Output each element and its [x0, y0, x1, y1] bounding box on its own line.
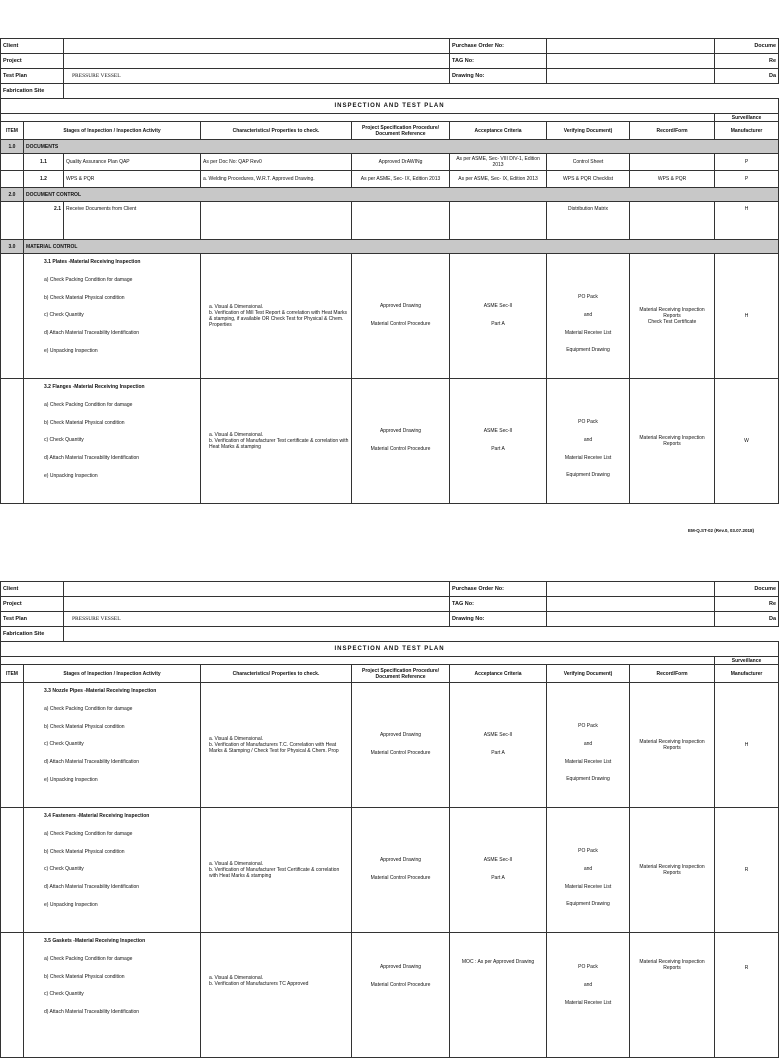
- table-row-block-3-4: 3.4 Fasteners -Material Receiving Inspection a) Check Packing Condition for damage b) Check Material Physical condition c) Check Quantity d) Attach Material Traceability Identification e) Unpacking Inspection a. Visual & Dimensional. b. Verification of Manufacturer Test Certificate & correlation with Heat Marks & stamping Approved Drawing Material Control Procedure ASME Sec-II Part A PO Pack and Material Receive List Equipment Drawing Material Receiving Inspection Reports R: [1, 808, 779, 933]
- po-value[interactable]: [547, 39, 715, 54]
- col-stages: Stages of Inspection / Inspection Activity: [24, 122, 201, 140]
- header-row-client: [1, 39, 779, 54]
- header-row-project: [1, 54, 779, 69]
- col-spec: Project Specification Procedure/ Document Reference: [352, 122, 450, 140]
- header-row-testplan: Test Plan PRESSURE VESSEL Drawing No: Da: [1, 612, 779, 627]
- itp-table-1: [0, 38, 779, 504]
- client-label: Client: [1, 39, 64, 54]
- table-row-block-3-5: 3.5 Gaskets -Material Receiving Inspection a) Check Packing Condition for damage b) Check Material Physical condition c) Check Quantity d) Attach Material Traceability Identification a. Visual & Dimensional. b. Verification of Manufacturers TC Approved Approved Drawing Material Control Procedure MOC : As per Approved Drawing PO Pack and Material Receive List Material Receiving Inspection Reports R: [1, 933, 779, 1058]
- col-item: ITEM: [1, 122, 24, 140]
- tag-label: TAG No:: [450, 54, 547, 69]
- table-row-block-3-2: 3.2 Flanges -Material Receiving Inspection a) Check Packing Condition for damage b) Check Material Physical condition c) Check Quantity d) Attach Material Traceability Identification e) Unpacking Inspection a. Visual & Dimensional. b. Verification of Manufacturer Test certificate & correlation with Heat Marks & stamping Approved Drawing Material Control Procedure ASME Sec-II Part A PO Pack and Material Receive List Equipment Drawing Material Receiving Inspection Reports W: [1, 379, 779, 504]
- itp-page-2: [0, 581, 779, 1058]
- rev-label: Re: [715, 54, 779, 69]
- itp-table-2: Client Purchase Order No: Docume Project TAG No: Re Test Plan PRESSURE VESSEL Drawing No: Da Fabrication Site INSPECTION AND TEST PLAN Surveillance ITEM Stages of Inspection / Inspection Activity Characteristics/ Properties to check. Project Specification Procedure/ Document Reference Acceptance Criteria Verifying Document) Record/Form Manufacturer 3.3 Nozzle Pipes -Material Receiving Inspection a) Check Packing Condition for damage b) Check Material Physical condition c) Check Quantity d) Attach Material Traceability Identification e) Unpacking Inspection a. Visual & Dimensional. b. Verification of Manufacturers T.C. Correlation with Heat Marks & Stamping / Check Test for Physical & Chem. Prop Approved Drawing Material Control Procedure ASME Sec-II Part A PO Pack and Material Receive List Equipment Drawing Material Receiving Inspection Reports H 3.4 Fasteners -Material Receiving Inspection a) Check Packing Condition for damage b) Check Material Physical condition c) Check Quantity d) Attach Material Traceability Identification e) Unpacking Inspection a. Visual & Dimensional. b. Verification of Manufacturer Test Certificate & correlation with Heat Marks & stamping Approved Drawing Material Control Procedure ASME Sec-II Part A PO Pack and Material Receive List Equipment Drawing Material Receiving Inspection Reports R 3.5 Gaskets -Material Receiving Inspection a) Check Packing Condition for damage b) Check Material Physical condition c) Check Quantity d) Attach Material Traceability Identification a. Visual & Dimensional. b. Verification of Manufacturers TC Approved Approved Drawing Material Control Procedure MOC : As per Approved Drawing PO Pack and Material Receive List Material Receiving Inspection Reports R: [0, 581, 779, 1058]
- section-row-material-control: 3.0 MATERIAL CONTROL: [1, 240, 779, 254]
- document-label: Docume: [715, 39, 779, 54]
- table-row-block-3-1: 3.1 Plates -Material Receiving Inspection a) Check Packing Condition for damage b) Check Material Physical condition c) Check Quantity d) Attach Material Traceability Identification e) Unpacking Inspection a. Visual & Dimensional. b. Verification of Mill Test Report & correlation with Heat Marks & stamping, if available OR Check Test for Physical & Chem. Properties Approved Drawing Material Control Procedure ASME Sec-II Part A PO Pack and Material Receive List Equipment Drawing Material Receiving Inspection Reports Check Test Certificate H: [1, 254, 779, 379]
- fab-site-label: Fabrication Site: [1, 84, 64, 99]
- page-title: INSPECTION AND TEST PLAN: [1, 642, 779, 657]
- title-row: [1, 642, 779, 657]
- test-plan-value: PRESSURE VESSEL: [64, 69, 450, 84]
- col-manufacturer: Manufacturer: [715, 122, 779, 140]
- header-row-client: Client Purchase Order No: Docume: [1, 582, 779, 597]
- section-row-documents: 1.0 DOCUMENTS: [1, 140, 779, 154]
- column-header-row: [1, 122, 779, 140]
- po-label: Purchase Order No:: [450, 39, 547, 54]
- header-row-fab: Fabrication Site: [1, 627, 779, 642]
- project-label: Project: [1, 54, 64, 69]
- section-row-document-control: 2.0 DOCUMENT CONTROL: [1, 188, 779, 202]
- document-reference: EM-Q.ST-02 (Rev.0, 03.07.2018): [688, 528, 754, 533]
- table-row: 1.1 Quality Assurance Plan QAP As per Doc No: QAP Rev0 Approved DrAWINg As per ASME, Sec- VIII DIV-1, Edition 2013 Control Sheet P: [1, 154, 779, 171]
- tag-value[interactable]: [547, 54, 715, 69]
- header-row-project: Project TAG No: Re: [1, 597, 779, 612]
- test-plan-label: Test Plan: [1, 69, 64, 84]
- client-value[interactable]: [64, 39, 450, 54]
- date-label: Da: [715, 69, 779, 84]
- page-title: INSPECTION AND TEST PLAN: [1, 99, 779, 114]
- col-verifying: Verifying Document): [547, 122, 630, 140]
- itp-page-1: [0, 38, 779, 504]
- header-row-fab: [1, 84, 779, 99]
- col-characteristics: Characteristics/ Properties to check.: [201, 122, 352, 140]
- project-value[interactable]: [64, 54, 450, 69]
- table-row-block-3-3: 3.3 Nozzle Pipes -Material Receiving Inspection a) Check Packing Condition for damage b) Check Material Physical condition c) Check Quantity d) Attach Material Traceability Identification e) Unpacking Inspection a. Visual & Dimensional. b. Verification of Manufacturers T.C. Correlation with Heat Marks & Stamping / Check Test for Physical & Chem. Prop Approved Drawing Material Control Procedure ASME Sec-II Part A PO Pack and Material Receive List Equipment Drawing Material Receiving Inspection Reports H: [1, 683, 779, 808]
- col-record: Record/Form: [630, 122, 715, 140]
- drawing-label: Drawing No:: [450, 69, 547, 84]
- column-header-row: ITEM Stages of Inspection / Inspection Activity Characteristics/ Properties to check. Project Specification Procedure/ Document Reference Acceptance Criteria Verifying Document) Record/Form Manufacturer: [1, 665, 779, 683]
- surveillance-header: Surveillance: [715, 114, 779, 122]
- drawing-value[interactable]: [547, 69, 715, 84]
- title-row: [1, 99, 779, 114]
- table-row: 1.2 WPS & PQR a. Welding Procedures, W.R.T. Approved Drawing. As per ASME, Sec- IX, Edition 2013 As per ASME, Sec- IX, Edition 2013 WPS & PQR Checklist WPS & PQR P: [1, 171, 779, 188]
- header-row-testplan: [1, 69, 779, 84]
- table-row: 2.1 Receive Documents from Client Distribution Matrix H: [1, 202, 779, 240]
- col-acceptance: Acceptance Criteria: [450, 122, 547, 140]
